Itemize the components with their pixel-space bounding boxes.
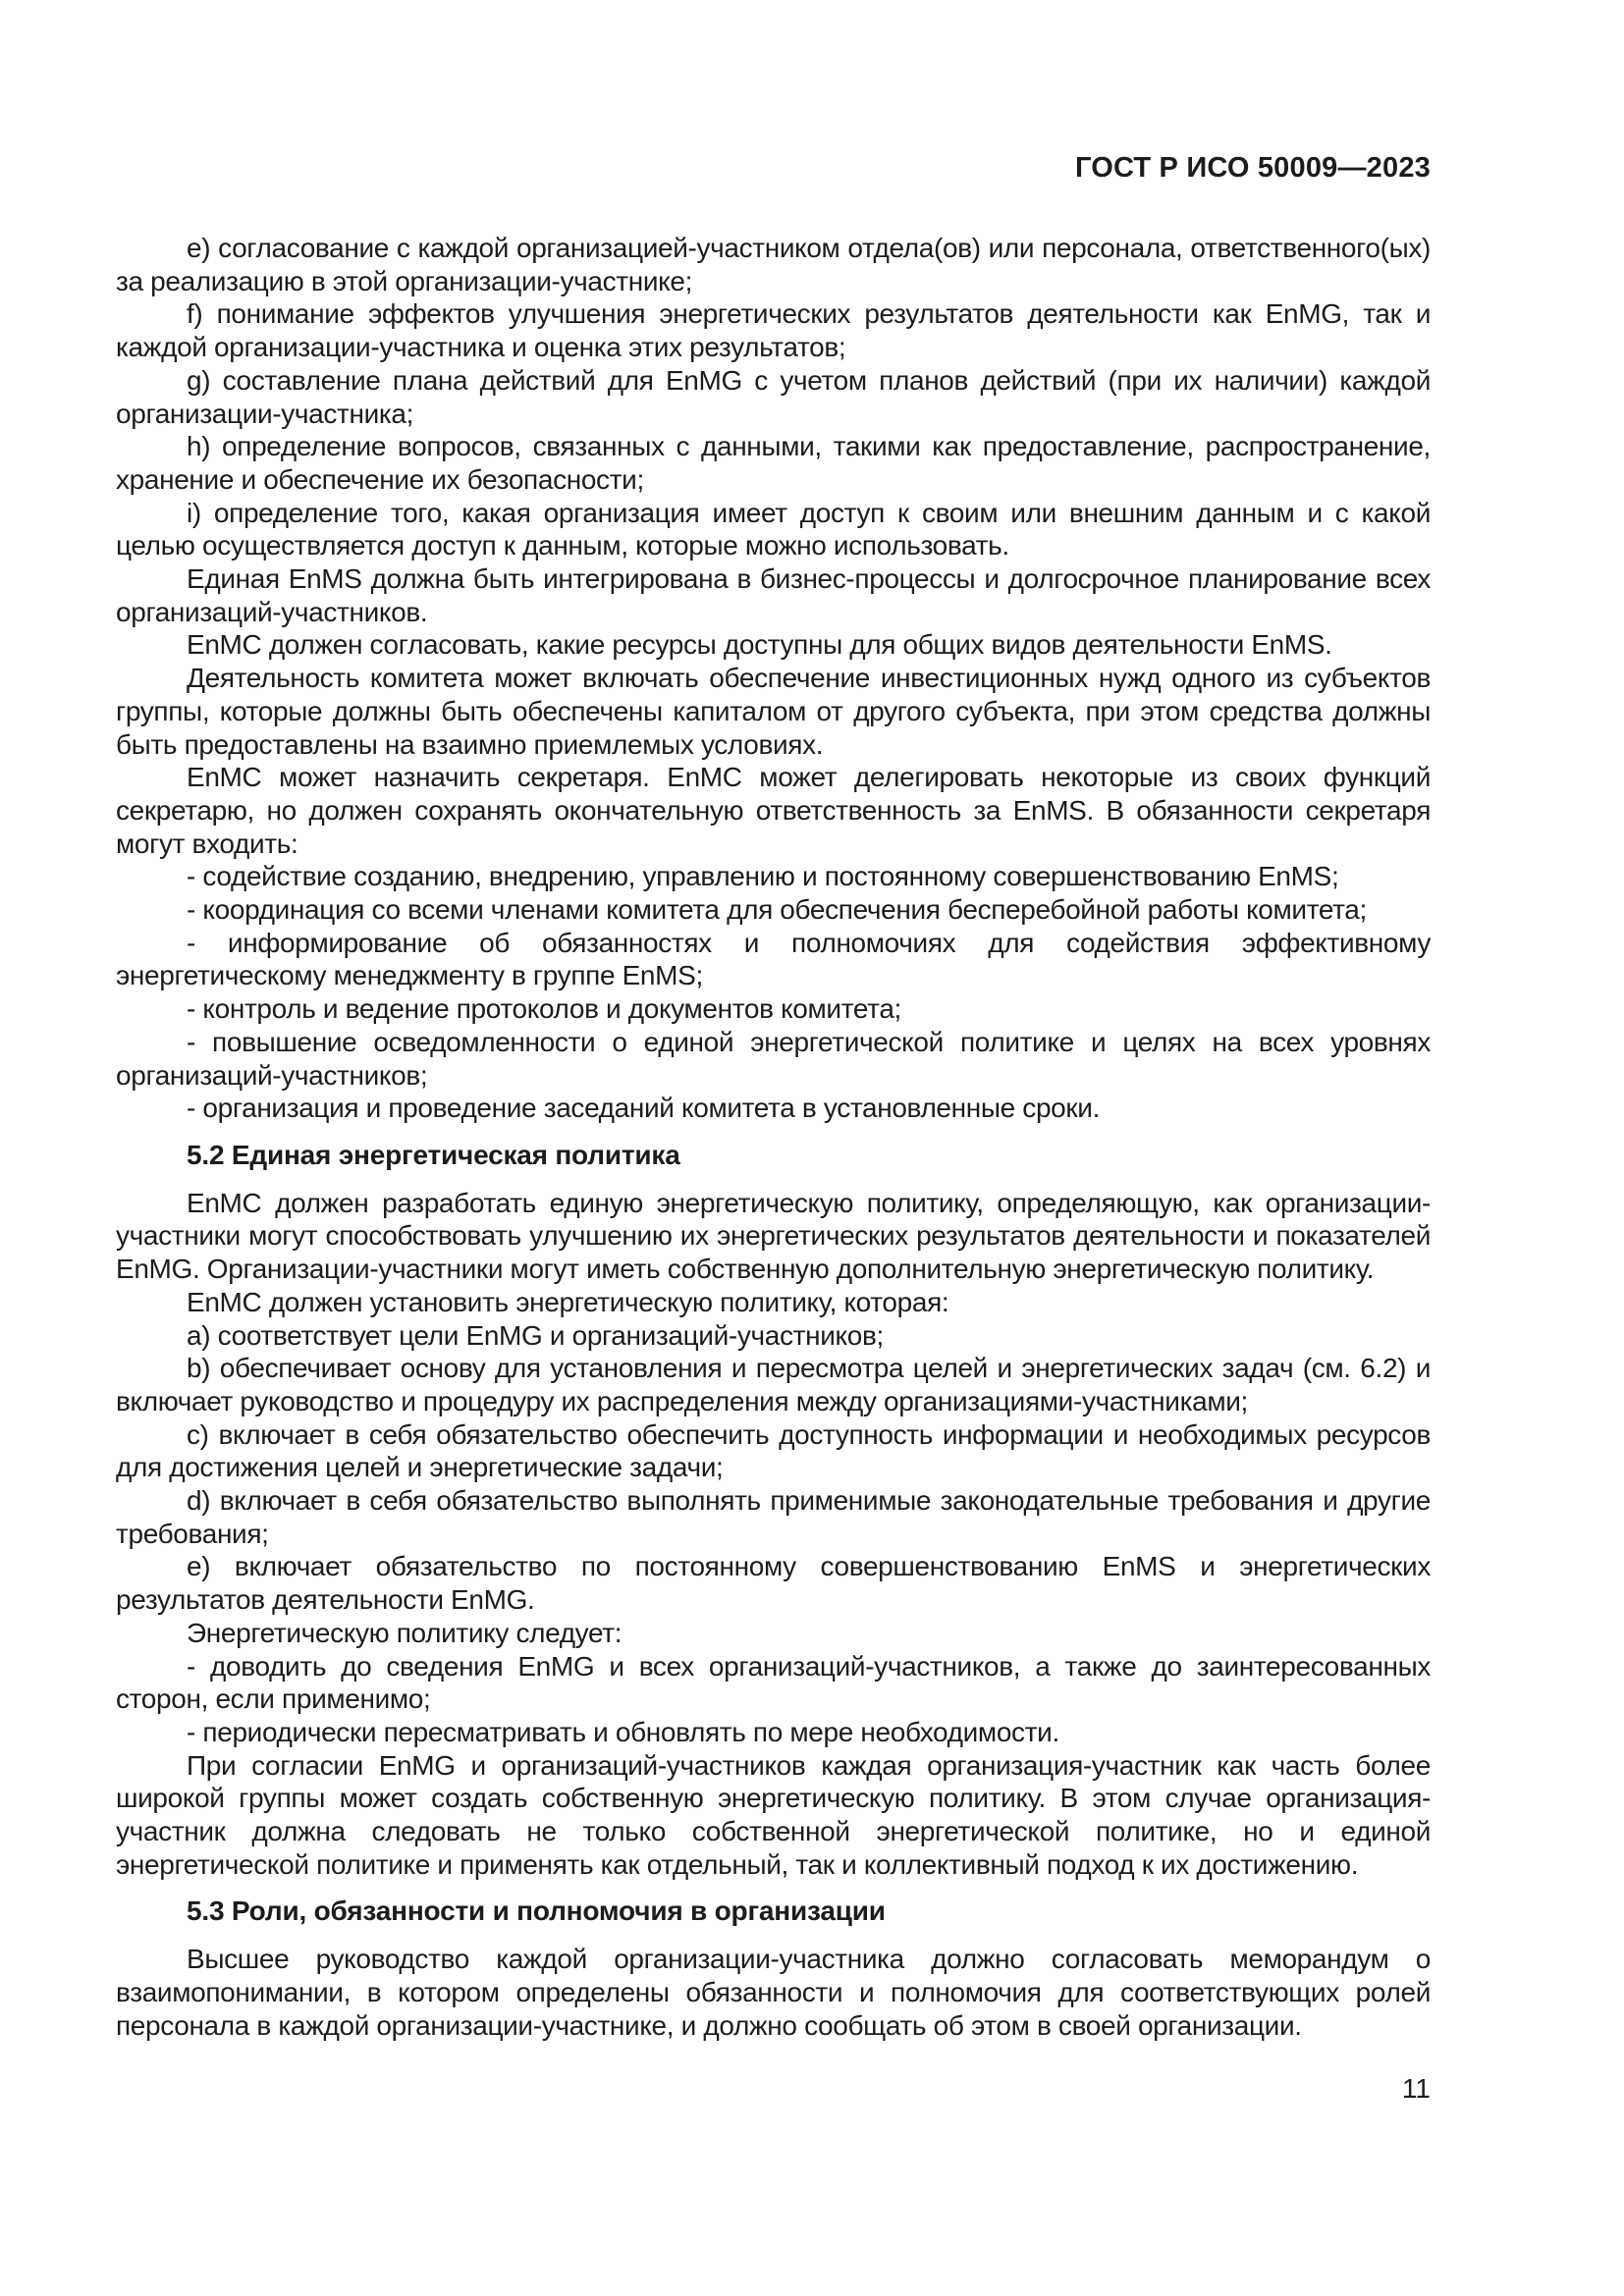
section-heading-5-3: 5.3 Роли, обязанности и полномочия в организации [187, 1896, 886, 1927]
list-item: - доводить до сведения EnMG и всех организаций-участников, а также до заинтересованных сторон, если применимо; [116, 1650, 1431, 1715]
paragraph: Энергетическую политику следует: [187, 1617, 623, 1648]
page-number: 11 [1401, 2073, 1431, 2104]
list-item: - информирование об обязанностях и полномочиях для содействия эффективному энергетическому менеджменту в группе EnMS; [116, 927, 1431, 991]
running-header [116, 152, 1431, 185]
list-item: - периодически пересматривать и обновлять по мере необходимости. [187, 1716, 1059, 1747]
paragraph: Высшее руководство каждой организации-участника должно согласовать меморандум о взаимопонимании, в котором определены обязанности и полномочия для соответствующих ролей персонала в каждой организации-участнике, и должно сообщать об этом в своей организации. [116, 1944, 1431, 2041]
paragraph: EnMC должен согласовать, какие ресурсы доступны для общих видов деятельности EnMS. [187, 629, 1332, 661]
document-code: ГОСТ Р ИСО 50009—2023 [1074, 152, 1431, 184]
paragraph: При согласии EnMG и организаций-участников каждая организация-участник как часть более широкой группы может создать собственную энергетическую политику. В этом случае организация-участник должна следовать не только собственной энергетической политике, но и единой энергетической политике и применять как отдельный, так и коллективный подход к их достижению. [116, 1749, 1431, 1880]
paragraph: Единая EnMS должна быть интегрирована в бизнес-процессы и долгосрочное планирование всех организаций-участников. [116, 563, 1431, 627]
paragraph-item-a: a) соответствует цели EnMG и организаций-участников; [187, 1319, 884, 1351]
document-body [116, 232, 1431, 2042]
paragraph-item-g: g) составление плана действий для EnMG с учетом планов действий (при их наличии) каждой организации-участника; [116, 364, 1431, 429]
paragraph-item-e: е) согласование с каждой организацией-участником отдела(ов) или персонала, ответственного(ых) за реализацию в этой организации-участнике; [116, 233, 1431, 296]
paragraph-item-b: b) обеспечивает основу для установления и пересмотра целей и энергетических задач (см. 6.2) и включает руководство и процедуру их распределения между организациями-участниками; [116, 1353, 1431, 1416]
list-item: - координация со всеми членами комитета для обеспечения бесперебойной работы комитета; [187, 894, 1367, 926]
paragraph-item-f: f) понимание эффектов улучшения энергетических результатов деятельности как EnMG, так и каждой организации-участника и оценка этих результатов; [116, 298, 1431, 363]
paragraph-item-h: h) определение вопросов, связанных с данными, такими как предоставление, распространение, хранение и обеспечение их безопасности; [116, 431, 1431, 495]
paragraph-item-c: c) включает в себя обязательство обеспечить доступность информации и необходимых ресурсов для достижения целей и энергетические задачи; [116, 1418, 1431, 1483]
paragraph-item-d: d) включает в себя обязательство выполнять применимые законодательные требования и другие требования; [116, 1485, 1431, 1549]
list-item: - организация и проведение заседаний комитета в установленные сроки. [187, 1093, 1101, 1124]
paragraph-item-i: i) определение того, какая организация имеет доступ к своим или внешним данным и с какой целью осуществляется доступ к данным, которые можно использовать. [116, 497, 1431, 561]
paragraph: EnMC может назначить секретаря. EnMC может делегировать некоторые из своих функций секретарю, но должен сохранять окончательную ответственность за EnMS. В обязанности секретаря могут входить: [116, 762, 1431, 859]
page-footer [116, 2073, 1431, 2105]
list-item: - повышение осведомленности о единой энергетической политике и целях на всех уровнях организаций-участников; [116, 1026, 1431, 1091]
paragraph-item-e2: e) включает обязательство по постоянному совершенствованию EnMS и энергетических результатов деятельности EnMG. [116, 1551, 1431, 1616]
paragraph: EnMC должен разработать единую энергетическую политику, определяющую, как организации-участники могут способствовать улучшению их энергетических результатов деятельности и показателей EnMG. Организации-участники могут иметь собственную дополнительную энергетическую политику. [116, 1187, 1431, 1285]
list-item: - содействие созданию, внедрению, управлению и постоянному совершенствованию EnMS; [187, 861, 1339, 892]
paragraph: Деятельность комитета может включать обеспечение инвестиционных нужд одного из субъектов группы, которые должны быть обеспечены капиталом от другого субъекта, при этом средства должны быть предоставлены на взаимно приемлемых условиях. [116, 663, 1431, 760]
paragraph: EnMC должен установить энергетическую политику, которая: [187, 1286, 949, 1317]
section-heading-5-2: 5.2 Единая энергетическая политика [187, 1139, 680, 1170]
list-item: - контроль и ведение протоколов и документов комитета; [187, 993, 901, 1025]
